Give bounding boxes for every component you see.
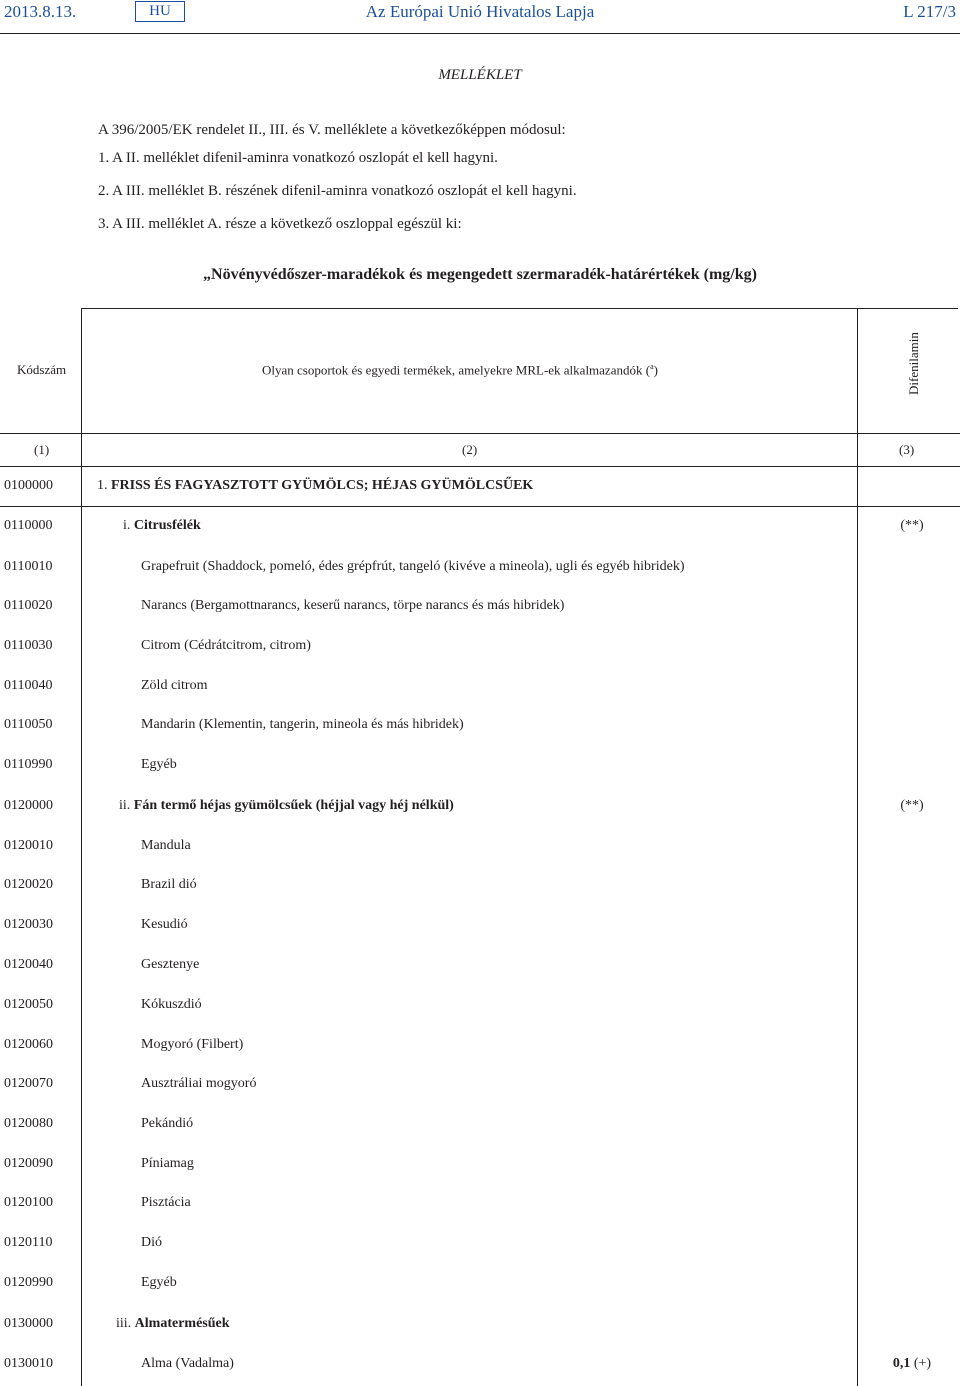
intro-line: 3. A III. melléklet A. része a következő oszloppal egészül ki:: [98, 216, 462, 232]
item-label: Narancs (Bergamottnarancs, keserű narancs, törpe narancs és más hibridek): [141, 598, 565, 613]
header-rule: [0, 33, 960, 34]
item-label: Citrom (Cédrátcitrom, citrom): [141, 638, 311, 653]
item-code: 0110990: [4, 757, 53, 772]
item-code: 0110040: [4, 678, 53, 693]
item-code: 0120070: [4, 1076, 53, 1091]
column-divider: [81, 308, 82, 1386]
item-label: Egyéb: [141, 757, 177, 772]
column-divider: [857, 308, 858, 1386]
language-badge: HU: [135, 1, 185, 22]
item-code: 0120090: [4, 1156, 53, 1171]
item-label: Mandula: [141, 838, 191, 853]
item-value: 0,1 (+): [892, 1356, 932, 1371]
item-code: 0120020: [4, 877, 53, 892]
group-label: iii. Almatermésűek: [116, 1316, 230, 1331]
page-header: [0, 0, 960, 34]
item-label: Mandarin (Klementin, tangerin, mineola és más hibridek): [141, 717, 464, 732]
item-code: 0120080: [4, 1116, 53, 1131]
table-title: „Növényvédőszer-maradékok és megengedett szermaradék-határértékek (mg/kg): [203, 266, 757, 283]
intro-line: A 396/2005/EK rendelet II., III. és V. melléklete a következőképpen módosul:: [98, 122, 566, 138]
page-number: L 217/3: [903, 2, 956, 21]
intro-line: 2. A III. melléklet B. részének difenil-aminra vonatkozó oszlopát el kell hagyni.: [98, 183, 577, 199]
item-label: Egyéb: [141, 1275, 177, 1290]
item-code: 0120040: [4, 957, 53, 972]
col-number: (2): [462, 442, 478, 457]
publication-date: 2013.8.13.: [4, 2, 77, 21]
item-label: Gesztenye: [141, 957, 200, 972]
group-label: ii. Fán termő héjas gyümölcsűek (héjjal vagy héj nélkül): [119, 798, 454, 813]
item-code: 0120050: [4, 997, 53, 1012]
group-value: (**): [900, 798, 924, 813]
item-code: 0120060: [4, 1037, 53, 1052]
item-code: 0120110: [4, 1235, 53, 1250]
header-groups: Olyan csoportok és egyedi termékek, amelyekre MRL-ek alkalmazandók ($^a$): [262, 362, 658, 378]
item-label: Píniamag: [141, 1156, 194, 1171]
item-code: 0110030: [4, 638, 53, 653]
item-code: 0110050: [4, 717, 53, 732]
item-label: Zöld citrom: [141, 678, 208, 693]
item-code: 0110020: [4, 598, 53, 613]
header-rule: [0, 433, 960, 434]
group-code: 0120000: [4, 798, 53, 813]
group-code: 0110000: [4, 518, 53, 533]
item-code: 0110010: [4, 559, 53, 574]
category-code: 0100000: [4, 478, 53, 493]
item-code: 0120100: [4, 1195, 53, 1210]
group-label: i. Citrusfélék: [123, 518, 201, 533]
row-rule: [0, 506, 960, 507]
item-label: Mogyoró (Filbert): [141, 1037, 244, 1052]
item-code: 0120030: [4, 917, 53, 932]
header-substance: Difenilamin: [906, 332, 921, 395]
item-label: Alma (Vadalma): [141, 1356, 234, 1371]
col-number: (3): [899, 442, 915, 457]
item-code: 0120010: [4, 838, 53, 853]
category-label: 1. FRISS ÉS FAGYASZTOTT GYÜMÖLCS; HÉJAS GYÜMÖLCSŰEK: [97, 478, 534, 493]
item-label: Ausztráliai mogyoró: [141, 1076, 257, 1091]
intro-line: 1. A II. melléklet difenil-aminra vonatkozó oszlopát el kell hagyni.: [98, 150, 498, 166]
item-label: Kókuszdió: [141, 997, 202, 1012]
item-label: Dió: [141, 1235, 162, 1250]
annex-title: MELLÉKLET: [438, 67, 522, 83]
item-label: Brazil dió: [141, 877, 197, 892]
item-label: Pekándió: [141, 1116, 194, 1131]
item-code: 0130010: [4, 1356, 53, 1371]
table-top-rule: [81, 308, 958, 309]
item-label: Grapefruit (Shaddock, pomeló, édes grépfrút, tangeló (kivéve a mineola), ugli és egyéb hibridek): [141, 559, 685, 574]
item-code: 0120990: [4, 1275, 53, 1290]
header-code: Kódszám: [17, 362, 67, 377]
group-code: 0130000: [4, 1316, 53, 1331]
colnum-rule: [0, 466, 960, 467]
journal-title: Az Európai Unió Hivatalos Lapja: [365, 2, 595, 21]
item-label: Kesudió: [141, 917, 188, 932]
col-number: (1): [34, 442, 50, 457]
item-label: Pisztácia: [141, 1195, 191, 1210]
group-value: (**): [900, 518, 924, 533]
